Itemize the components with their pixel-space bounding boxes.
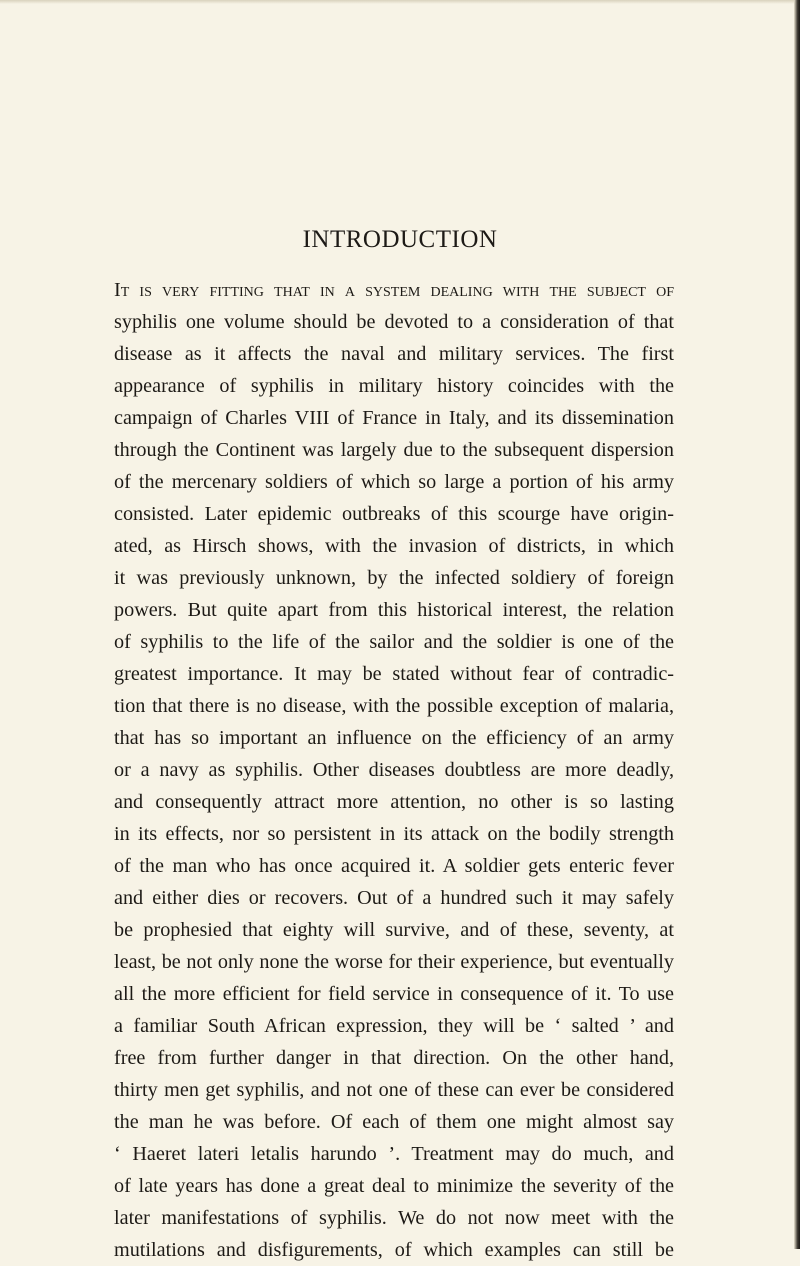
page-title: INTRODUCTION	[302, 226, 498, 253]
text-line	[114, 274, 674, 306]
text-line: powers. But quite apart from this historical interest, the relation	[114, 599, 674, 621]
text-line: of the man who has once acquired it. A soldier gets enteric fever	[114, 855, 674, 877]
page-top-shadow	[0, 0, 800, 4]
text-line: ‘ Haeret lateri letalis harundo ’. Treatment may do much, and	[114, 1143, 674, 1165]
text-line: through the Continent was largely due to the subsequent dispersion	[114, 439, 674, 461]
text-line: of the mercenary soldiers of which so large a portion of his army	[114, 471, 674, 493]
text-line: all the more efficient for field service in consequence of it. To use	[114, 983, 674, 1005]
text-line: that has so important an influence on the efficiency of an army	[114, 727, 674, 749]
body-text	[114, 274, 674, 1266]
text-line: ated, as Hirsch shows, with the invasion of districts, in which	[114, 535, 674, 557]
page-edge	[794, 0, 800, 1249]
text-line: campaign of Charles VIII of France in Italy, and its dissemination	[114, 407, 674, 429]
text-line: later manifestations of syphilis. We do not now meet with the	[114, 1207, 674, 1229]
text-line: be prophesied that eighty will survive, and of these, seventy, at	[114, 919, 674, 941]
text-line: appearance of syphilis in military history coincides with the	[114, 375, 674, 397]
text-line: of syphilis to the life of the sailor and the soldier is one of the	[114, 631, 674, 653]
text-line: free from further danger in that direction. On the other hand,	[114, 1047, 674, 1069]
text-line: thirty men get syphilis, and not one of these can ever be considered	[114, 1079, 674, 1101]
text-line: greatest importance. It may be stated without fear of contradic-	[114, 663, 674, 685]
text-line: or a navy as syphilis. Other diseases doubtless are more deadly,	[114, 759, 674, 781]
text-line: of late years has done a great deal to minimize the severity of the	[114, 1175, 674, 1197]
text-line-first: It is very fitting that in a system dealing with the subject of	[114, 279, 674, 301]
text-line: and consequently attract more attention, no other is so lasting	[114, 791, 674, 813]
text-line: in its effects, nor so persistent in its attack on the bodily strength	[114, 823, 674, 845]
text-line: disease as it affects the naval and military services. The first	[114, 343, 674, 365]
text-line: a familiar South African expression, they will be ‘ salted ’ and	[114, 1015, 674, 1037]
text-line: consisted. Later epidemic outbreaks of this scourge have origin-	[114, 503, 674, 525]
text-line: it was previously unknown, by the infected soldiery of foreign	[114, 567, 674, 589]
text-line: the man he was before. Of each of them one might almost say	[114, 1111, 674, 1133]
text-line: least, be not only none the worse for their experience, but eventually	[114, 951, 674, 973]
text-line: and either dies or recovers. Out of a hundred such it may safely	[114, 887, 674, 909]
text-line: tion that there is no disease, with the possible exception of malaria,	[114, 695, 674, 717]
text-line: mutilations and disfigurements, of which examples can still be	[114, 1239, 674, 1261]
text-line: syphilis one volume should be devoted to a consideration of that	[114, 311, 674, 333]
